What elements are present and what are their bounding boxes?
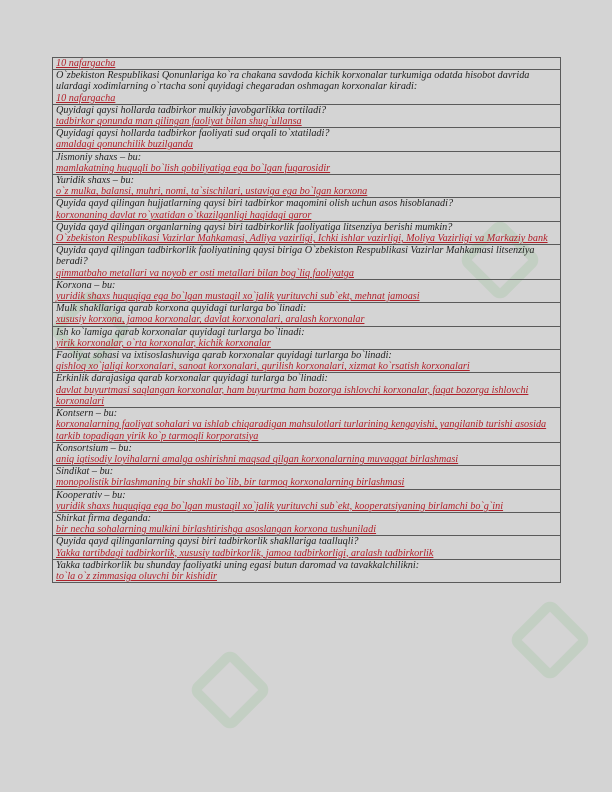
qa-cell (53, 104, 561, 127)
table-row (53, 373, 561, 408)
qa-cell (53, 245, 561, 280)
qa-cell (53, 373, 561, 408)
table-row (53, 512, 561, 535)
answer-text: yirik korxonalar, o`rta korxonalar, kichik korxonalar (56, 337, 271, 349)
question-text: Yuridik shaxs – bu: (56, 175, 135, 187)
qa-cell (53, 466, 561, 489)
question-text: Konsortsium – bu: (56, 442, 132, 454)
table-row (53, 175, 561, 198)
answer-text: yuridik shaxs huquqiga ega bo`lgan mustaqil xo`jalik yurituvchi sub`ekt, mehnat jamoasi (56, 291, 420, 303)
question-text: Quyida qayd qilingan organlarning qaysi biri tadbirkorlik faoliyatiga litsenziya berishi mumkin? (56, 221, 453, 233)
table-row (53, 489, 561, 512)
answer-text: Yakka tartibdagi tadbirkorlik, xususiy tadbirkorlik, jamoa tadbirkorligi, aralash tadbirkorlik (56, 547, 434, 559)
qa-cell (53, 442, 561, 465)
qa-cell (53, 408, 561, 443)
table-row (53, 279, 561, 302)
qa-cell (53, 326, 561, 349)
table-row (53, 245, 561, 280)
answer-text: korxonalarning faoliyat sohalari va ishlab chiqaradigan mahsulotlari turlarining kengayishi, yangilanib turishi asosida tarkib topadigan yirik ko`p tarmoqli korporatsiya (56, 419, 547, 442)
answer-text: mamlakatning huquqli bo`lish qobiliyatiga ega bo`lgan fuqarosidir (56, 162, 331, 174)
question-answer-table (52, 57, 561, 583)
answer-text: yuridik shaxs huquqiga ega bo`lgan mustaqil xo`jalik yurituvchi sub`ekt, kooperatsiyaning birlamchi bo`g`ini (56, 500, 504, 512)
qa-cell (53, 536, 561, 559)
answer-text: tadbirkor qonunda man qilingan faoliyat bilan shug`ullansa (56, 116, 302, 128)
question-text: Quyida qayd qilinganlarning qaysi biri tadbirkorlik shakllariga taalluqli? (56, 536, 359, 548)
question-text: Quyida qayd qilingan hujjatlarning qaysi biri tadbirkor maqomini olish uchun asos hisoblanadi? (56, 198, 454, 210)
watermark-logo (188, 648, 273, 733)
answer-text: xususiy korxona, jamoa korxonalar, davlat korxonalari, aralash korxonalar (56, 314, 365, 326)
qa-cell (53, 128, 561, 151)
table-row (53, 128, 561, 151)
answer-text: to`la o`z zimmasiga oluvchi bir kishidir (56, 570, 218, 582)
qa-cell (53, 175, 561, 198)
qa-cell (53, 198, 561, 221)
question-text: O`zbekiston Respublikasi Qonunlariga ko`ra chakana savdoda kichik korxonalar turkumiga odatda hisobot davrida ulardagi xodimlarning o`rtacha soni quyidagi chegaradan oshmagan korxonalar kiradi: (56, 70, 530, 93)
table-row (53, 104, 561, 127)
question-text: Quyidagi qaysi hollarda tadbirkor mulkiy javobgarlikka tortiladi? (56, 104, 327, 116)
answer-text: monopolistik birlashmaning bir shakli bo`lib, bir tarmoq korxonalarning birlashmasi (56, 477, 405, 489)
answer-text: qimmatbaho metallari va noyob er osti metallari bilan bog`liq faoliyatga (56, 267, 354, 279)
table-row (53, 198, 561, 221)
table-row (53, 303, 561, 326)
answer-text: davlat buyurtmasi saqlangan korxonalar, ham buyurtma ham bozorga ishlovchi korxonalar, faqat bozorga ishlovchi korxonalari (56, 384, 529, 407)
question-text: Quyidagi qaysi hollarda tadbirkor faoliyati sud orqali to`xtatiladi? (56, 128, 330, 140)
question-text: Quyida qayd qilingan tadbirkorlik faoliyatining qaysi biriga O`zbekiston Respublikasi Vazirlar Mahkamasi litsenziya beradi? (56, 245, 535, 268)
answer-text: O`zbekiston Respublikasi Vazirlar Mahkamasi, Adliya vazirligi, Ichki ishlar vazirligi, Moliya Vazirligi va Markaziy bank (56, 233, 548, 245)
answer-text: korxonaning davlat ro`yxatidan o`tkazilganligi haqidagi qaror (56, 209, 312, 221)
question-text: Sindikat – bu: (56, 466, 114, 478)
qa-cell (53, 221, 561, 244)
question-text: Jismoniy shaxs – bu: (56, 151, 142, 163)
table-row (53, 58, 561, 70)
table-row (53, 536, 561, 559)
answer-text: qishloq xo`jaligi korxonalari, sanoat korxonalari, qurilish korxonalari, xizmat ko`rsatish korxonalari (56, 361, 470, 373)
table-row (53, 466, 561, 489)
question-text: Ish ko`lamiga qarab korxonalar quyidagi turlarga bo`linadi: (56, 326, 305, 338)
question-text: Mulk shakllariga qarab korxona quyidagi turlarga bo`linadi: (56, 303, 307, 315)
answer-text: aniq iqtisodiy loyihalarni amalga oshirishni maqsad qilgan korxonalarning muvaqqat birlashmasi (56, 453, 459, 465)
answer-text: bir necha sohalarning mulkini birlashtirishga asoslangan korxona tushuniladi (56, 524, 377, 536)
qa-cell (53, 559, 561, 582)
qa-cell (53, 303, 561, 326)
table-row (53, 326, 561, 349)
qa-cell (53, 279, 561, 302)
question-text: Korxona – bu: (56, 279, 116, 291)
table-row (53, 151, 561, 174)
question-text: Kontsern – bu: (56, 408, 118, 420)
qa-cell (53, 58, 561, 70)
question-text: Faoliyat sohasi va ixtisoslashuviga qarab korxonalar quyidagi turlarga bo`linadi: (56, 350, 392, 362)
qa-cell (53, 151, 561, 174)
table-row (53, 350, 561, 373)
table-row (53, 442, 561, 465)
answer-text: amaldagi qonunchilik buzilganda (56, 139, 193, 151)
table-row (53, 70, 561, 105)
qa-cell (53, 350, 561, 373)
answer-text: o`z mulka, balansi, muhri, nomi, ta`sischilari, ustaviga ega bo`lgan korxona (56, 186, 368, 198)
table-row (53, 559, 561, 582)
question-text: Kooperativ – bu: (56, 489, 126, 501)
table-row (53, 221, 561, 244)
watermark-logo (508, 598, 593, 683)
qa-cell (53, 70, 561, 105)
table-row (53, 408, 561, 443)
qa-cell (53, 489, 561, 512)
question-text: Yakka tadbirkorlik bu shunday faoliyatki uning egasi butun daromad va tavakkalchilikni: (56, 559, 420, 571)
question-text: Shirkat firma deganda: (56, 512, 152, 524)
qa-cell (53, 512, 561, 535)
answer-text: 10 nafargacha (56, 92, 116, 104)
answer-text: 10 nafargacha (56, 58, 116, 69)
question-text: Erkinlik darajasiga qarab korxonalar quyidagi turlarga bo`linadi: (56, 373, 328, 385)
